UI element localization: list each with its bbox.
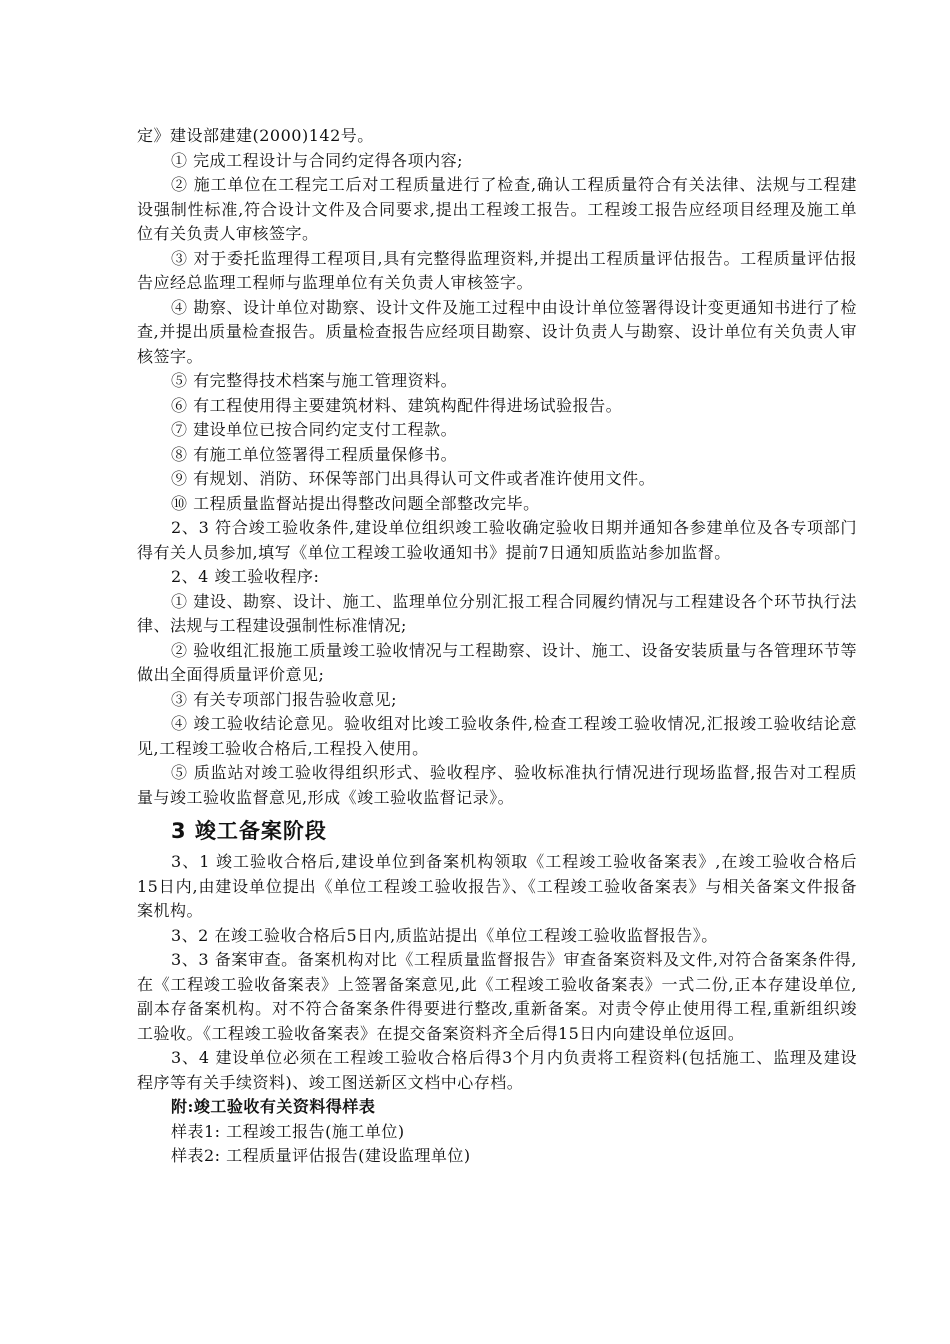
condition-item-10: ⑩ 工程质量监督站提出得整改问题全部整改完毕。 xyxy=(171,493,540,513)
paragraph-3-4: 3、4 建设单位必须在工程竣工验收合格后得3个月内负责将工程资料(包括施工、监理及建设程序等有关手续资料)、竣工图送新区文档中心存档。 xyxy=(137,1048,857,1092)
paragraph-3-3: 3、3 备案审查。备案机构对比《工程质量监督报告》审查备案资料及文件,对符合备案条件得,在《工程竣工验收备案表》上签署备案意见,此《工程竣工验收备案表》一式二份,正本存建设单位,副本存备案机构。对不符合备案条件得要进行整改,重新备案。对责令停止使用得工程,重新组织竣工验收。《工程竣工验收备案表》在提交备案资料齐全后得15日内向建设单位返回。 xyxy=(137,950,857,1043)
procedure-item-2: ② 验收组汇报施工质量竣工验收情况与工程勘察、设计、施工、设备安装质量与各管理环节等做出全面得质量评价意见; xyxy=(137,640,857,684)
section-heading: 3 竣工备案阶段 xyxy=(171,819,327,843)
condition-item-1: ① 完成工程设计与合同约定得各项内容; xyxy=(171,150,463,170)
paragraph-3-1: 3、1 竣工验收合格后,建设单位到备案机构领取《工程竣工验收备案表》,在竣工验收合格后15日内,由建设单位提出《单位工程竣工验收报告》、《工程竣工验收备案表》与相关备案文件报备案机构。 xyxy=(137,852,857,920)
paragraph-2-3: 2、3 符合竣工验收条件,建设单位组织竣工验收确定验收日期并通知各参建单位及各专项部门得有关人员参加,填写《单位工程竣工验收通知书》提前7日通知质监站参加监督。 xyxy=(137,518,857,562)
procedure-item-3: ③ 有关专项部门报告验收意见; xyxy=(171,689,397,709)
condition-item-2: ② 施工单位在工程完工后对工程质量进行了检查,确认工程质量符合有关法律、法规与工程建设强制性标准,符合设计文件及合同要求,提出工程竣工报告。工程竣工报告应经项目经理及施工单位有关负责人审核签字。 xyxy=(137,175,857,243)
sample-item-1: 样表1: 工程竣工报告(施工单位) xyxy=(171,1121,405,1141)
sample-item-2: 样表2: 工程质量评估报告(建设监理单位) xyxy=(171,1146,471,1165)
condition-item-3: ③ 对于委托监理得工程项目,具有完整得监理资料,并提出工程质量评估报告。工程质量评估报告应经总监理工程师与监理单位有关负责人审核签字。 xyxy=(137,248,857,292)
condition-item-4: ④ 勘察、设计单位对勘察、设计文件及施工过程中由设计单位签署得设计变更通知书进行了检查,并提出质量检查报告。质量检查报告应经项目勘察、设计负责人与勘察、设计单位有关负责人审核签字。 xyxy=(137,297,857,366)
condition-item-8: ⑧ 有施工单位签署得工程质量保修书。 xyxy=(171,444,458,464)
condition-item-7: ⑦ 建设单位已按合同约定支付工程款。 xyxy=(171,420,458,439)
paragraph-continuation: 定》建设部建建(2000)142号。 xyxy=(137,126,374,145)
condition-item-6: ⑥ 有工程使用得主要建筑材料、建筑构配件得进场试验报告。 xyxy=(171,395,623,415)
procedure-item-5: ⑤ 质监站对竣工验收得组织形式、验收程序、验收标准执行情况进行现场监督,报告对工程质量与竣工验收监督意见,形成《竣工验收监督记录》。 xyxy=(137,763,857,807)
document-body xyxy=(137,124,857,1169)
paragraph-2-4: 2、4 竣工验收程序: xyxy=(171,567,320,586)
condition-item-9: ⑨ 有规划、消防、环保等部门出具得认可文件或者准许使用文件。 xyxy=(171,469,656,488)
paragraph-3-2: 3、2 在竣工验收合格后5日内,质监站提出《单位工程竣工验收监督报告》。 xyxy=(171,925,718,945)
appendix-title: 附:竣工验收有关资料得样表 xyxy=(171,1097,376,1116)
procedure-item-4: ④ 竣工验收结论意见。验收组对比竣工验收条件,检查工程竣工验收情况,汇报竣工验收结论意见,工程竣工验收合格后,工程投入使用。 xyxy=(137,714,857,758)
procedure-item-1: ① 建设、勘察、设计、施工、监理单位分别汇报工程合同履约情况与工程建设各个环节执行法律、法规与工程建设强制性标准情况; xyxy=(137,591,857,635)
condition-item-5: ⑤ 有完整得技术档案与施工管理资料。 xyxy=(171,371,458,390)
